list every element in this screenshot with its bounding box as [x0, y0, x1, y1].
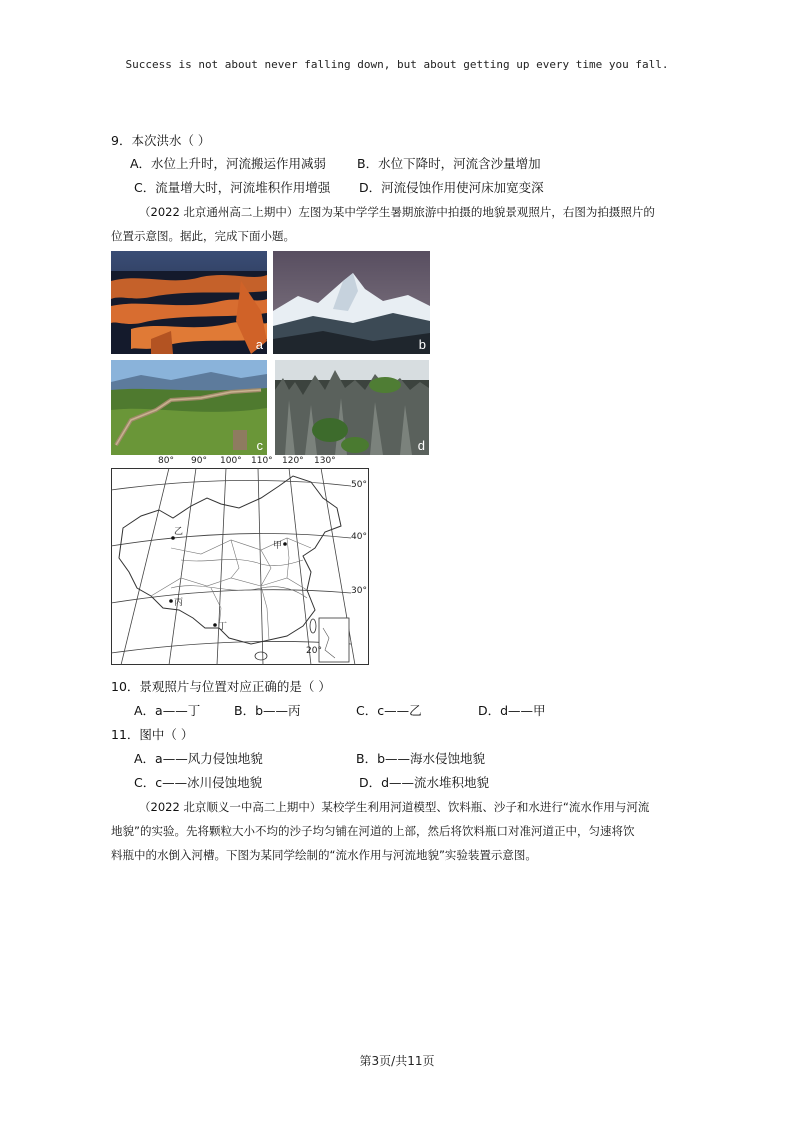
photo-a-label: a: [255, 337, 263, 352]
map-lon-120: 120°: [282, 456, 304, 466]
photo-b-image: [273, 251, 430, 354]
photo-d-label: d: [417, 438, 425, 453]
map-lat-40: 40°: [351, 532, 367, 542]
intro2-line3: 料瓶中的水倒入河槽。下图为某同学绘制的“流水作用与河流地貌”实验装置示意图。: [111, 848, 537, 862]
q9-option-d: D．河流侵蚀作用使河床加宽变深: [359, 180, 544, 195]
q10-stem: 10．景观照片与位置对应正确的是（ ）: [111, 679, 331, 694]
q11-option-b: B．b——海水侵蚀地貌: [356, 751, 486, 766]
q11-stem: 11．图中（ ）: [111, 727, 194, 742]
page-footer-number: 第3页/共11页: [359, 1054, 435, 1068]
photo-c-label: c: [256, 438, 263, 453]
q9-option-b: B．水位下降时，河流含沙量增加: [357, 156, 541, 171]
q10-option-c: C．c——乙: [356, 703, 422, 718]
photo-b: [273, 251, 430, 354]
map-point-bing: 丙: [174, 598, 184, 608]
q11-option-d: D．d——流水堆积地貌: [359, 775, 490, 790]
q11-option-c: C．c——冰川侵蚀地貌: [134, 775, 263, 790]
photo-a-image: [111, 251, 267, 354]
intro1-line2: 位置示意图。据此，完成下面小题。: [111, 229, 295, 243]
q9-option-a: A．水位上升时，河流搬运作用减弱: [130, 156, 327, 171]
q10-option-d: D．d——甲: [478, 703, 546, 718]
map-lat-20: 20°: [306, 646, 322, 656]
china-location-map: [111, 456, 369, 665]
q9-stem: 9．本次洪水（ ）: [111, 133, 211, 148]
q11-option-a: A．a——风力侵蚀地貌: [134, 751, 263, 766]
map-lon-110: 110°: [251, 456, 273, 466]
intro2-line2: 地貌”的实验。先将颗粒大小不均的沙子均匀铺在河道的上部，然后将饮料瓶口对准河道正中，匀速将饮: [111, 824, 635, 838]
photo-d: [275, 360, 429, 455]
map-lat-50: 50°: [351, 480, 367, 490]
photo-c: [111, 360, 267, 455]
q10-option-a: A．a——丁: [134, 703, 201, 718]
map-lat-30: 30°: [351, 586, 367, 596]
map-graticule: [111, 468, 369, 665]
photo-d-image: [275, 360, 429, 455]
map-lon-90: 90°: [191, 456, 207, 466]
intro2-line1: （2022 北京顺义一中高二上期中）某校学生利用河道模型、饮料瓶、沙子和水进行“流水作用与河流: [139, 800, 650, 814]
q10-option-b: B．b——丙: [234, 703, 301, 718]
map-lon-130: 130°: [314, 456, 336, 466]
photo-a: [111, 251, 267, 354]
photo-b-label: b: [418, 337, 426, 352]
page-header-motto: Success is not about never falling down, but about getting up every time you fall.: [125, 58, 669, 71]
map-point-yi: 乙: [174, 527, 184, 537]
map-point-jia: 甲: [273, 541, 283, 551]
intro1-line1: （2022 北京通州高二上期中）左图为某中学学生暑期旅游中拍摄的地貌景观照片，右图为拍摄照片的: [139, 205, 655, 219]
q9-option-c: C．流量增大时，河流堆积作用增强: [134, 180, 331, 195]
map-lon-100: 100°: [220, 456, 242, 466]
photo-c-image: [111, 360, 267, 455]
map-lon-80: 80°: [158, 456, 174, 466]
map-point-ding: 丁: [218, 622, 228, 632]
